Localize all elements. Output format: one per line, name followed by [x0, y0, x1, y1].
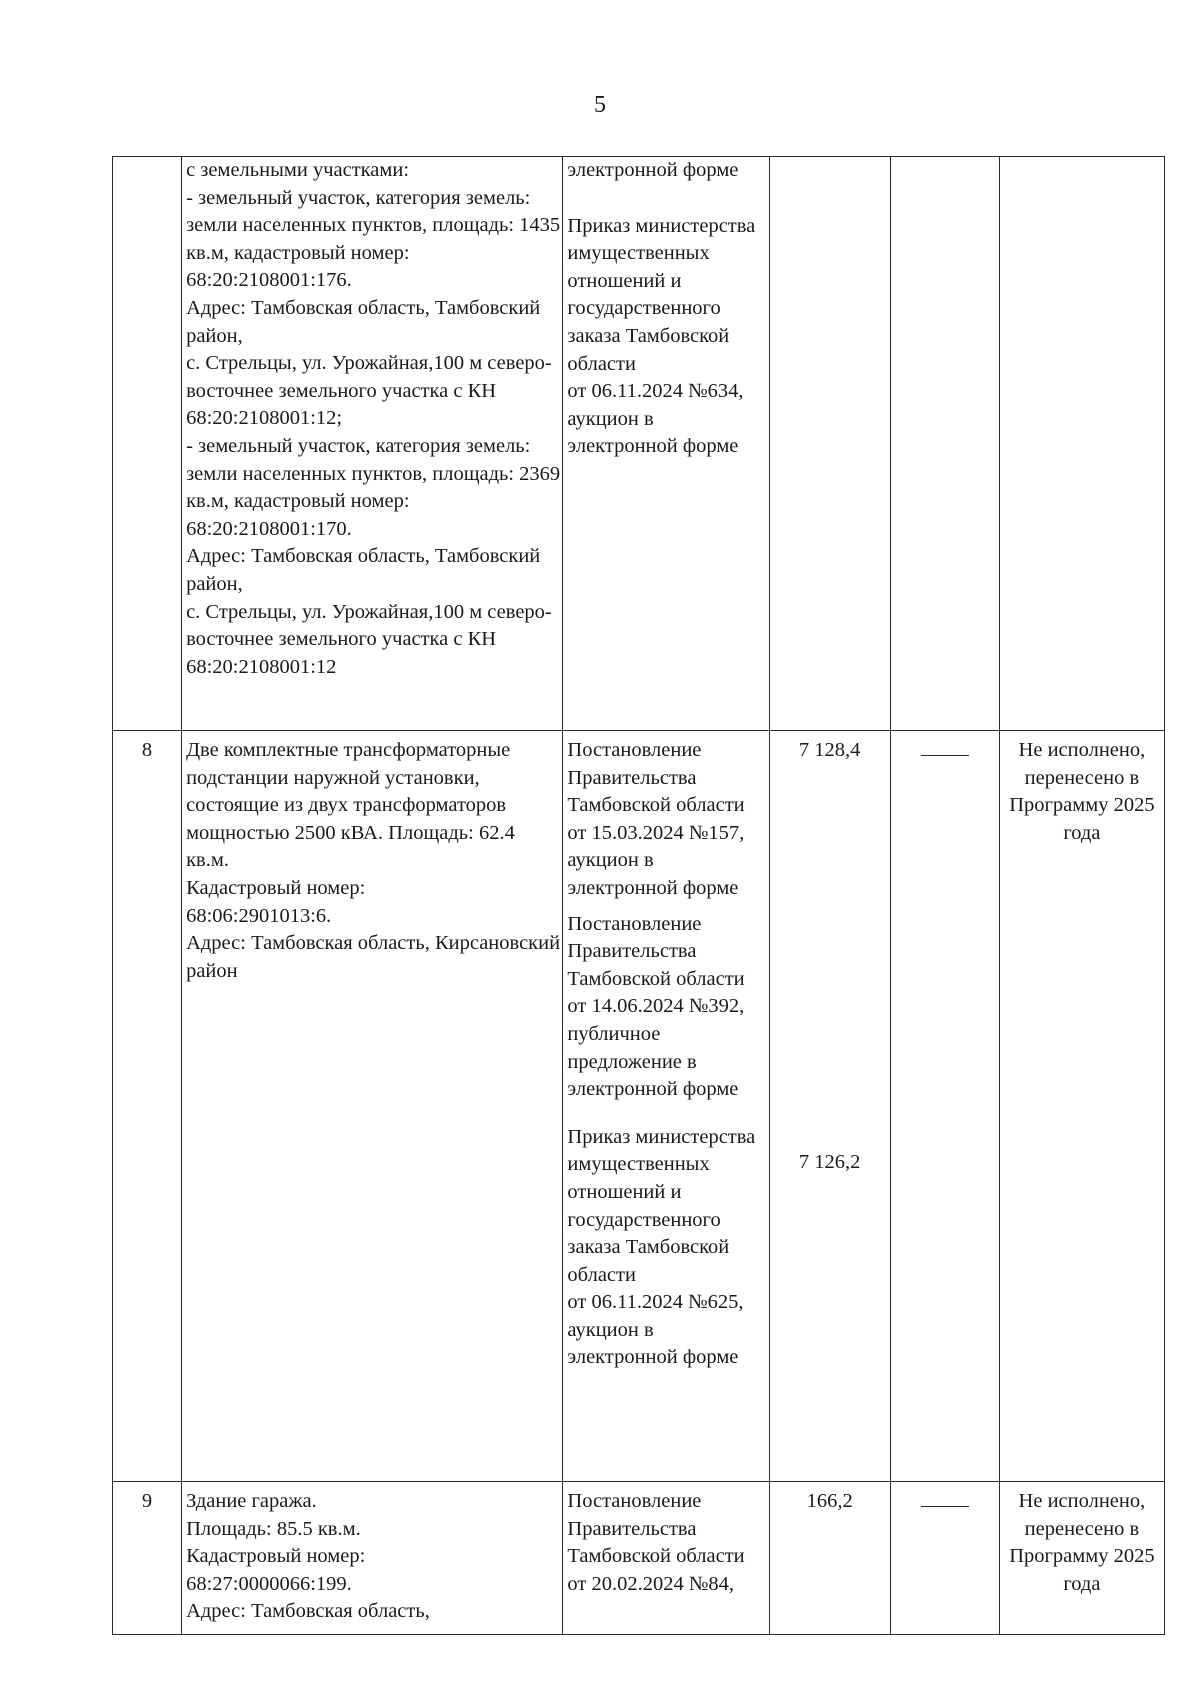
description-cell: [182, 1482, 563, 1635]
price-value: 166,2: [806, 1490, 853, 1512]
description-cell: [182, 157, 563, 731]
description-text: Две комплектные трансформаторные подстанции наружной установки, состоящие из двух трансформаторов мощностью 2500 кВА. Площадь: 62.4 кв.м. Кадастровый номер: 68:06:2901013:6. Адрес: Тамбовская область, Кирсановский район: [186, 739, 561, 982]
dash-mark: [921, 755, 969, 756]
row-number: 9: [141, 1490, 153, 1512]
document-text: электронной форме: [567, 159, 739, 181]
dash-mark: [921, 1506, 969, 1507]
document-text: Приказ министерства имущественных отношений и государственного заказа Тамбовской области от 06.11.2024 №625, аукцион в электронной форме: [567, 1125, 756, 1369]
description-cell: [182, 731, 563, 1482]
documents-cell: [563, 731, 769, 1482]
result-text: Не исполнено, перенесено в Программу 2025 года: [1009, 739, 1155, 844]
row-number-cell: [113, 1482, 182, 1635]
row-number-cell: [113, 731, 182, 1482]
property-table: [112, 156, 1165, 1635]
table-row: [113, 731, 1165, 1482]
price-cell: [769, 1482, 890, 1635]
document-text: Приказ министерства имущественных отношений и государственного заказа Тамбовской области от 06.11.2024 №634, аукцион в электронной форме: [567, 214, 756, 458]
row-number: 8: [141, 739, 153, 761]
description-text: с земельными участками: - земельный участок, категория земель: земли населенных пунктов, площадь: 1435 кв.м, кадастровый номер: 68:20:2108001:176. Адрес: Тамбовская область, Тамбовский район, с. Стрельцы, ул. Урожайная,100 м северо-восточнее земельного участка с КН 68:20:2108001:12; - земельный участок, категория земель: земли населенных пунктов, площадь: 2369 кв.м, кадастровый номер: 68:20:2108001:170. Адрес: Тамбовская область, Тамбовский район, с. Стрельцы, ул. Урожайная,100 м северо-восточнее земельного участка с КН 68:20:2108001:12: [186, 159, 561, 678]
document-text: Постановление Правительства Тамбовской области от 15.03.2024 №157, аукцион в электронной форме: [567, 739, 745, 899]
result-cell: [999, 1482, 1164, 1635]
description-text: Здание гаража. Площадь: 85.5 кв.м. Кадастровый номер: 68:27:0000066:199. Адрес: Тамбовская область,: [186, 1490, 430, 1623]
price-value: 7 126,2: [798, 1150, 861, 1173]
sale-price-cell: [890, 157, 999, 731]
table-row: [113, 1482, 1165, 1635]
result-cell: [999, 157, 1164, 731]
sale-price-cell: [890, 1482, 999, 1635]
documents-cell: [563, 1482, 769, 1635]
price-cell: [769, 731, 890, 1482]
page-number: 5: [594, 92, 606, 118]
document-text: Постановление Правительства Тамбовской области от 20.02.2024 №84,: [567, 1490, 745, 1595]
result-cell: [999, 731, 1164, 1482]
sale-price-cell: [890, 731, 999, 1482]
result-text: Не исполнено, перенесено в Программу 2025 года: [1009, 1490, 1155, 1595]
price-cell: [769, 157, 890, 731]
price-value: 7 128,4: [798, 739, 861, 761]
documents-cell: [563, 157, 769, 731]
document-text: Постановление Правительства Тамбовской области от 14.06.2024 №392, публичное предложение в электронной форме: [567, 912, 745, 1101]
row-number-cell: [113, 157, 182, 731]
table-row: [113, 157, 1165, 731]
